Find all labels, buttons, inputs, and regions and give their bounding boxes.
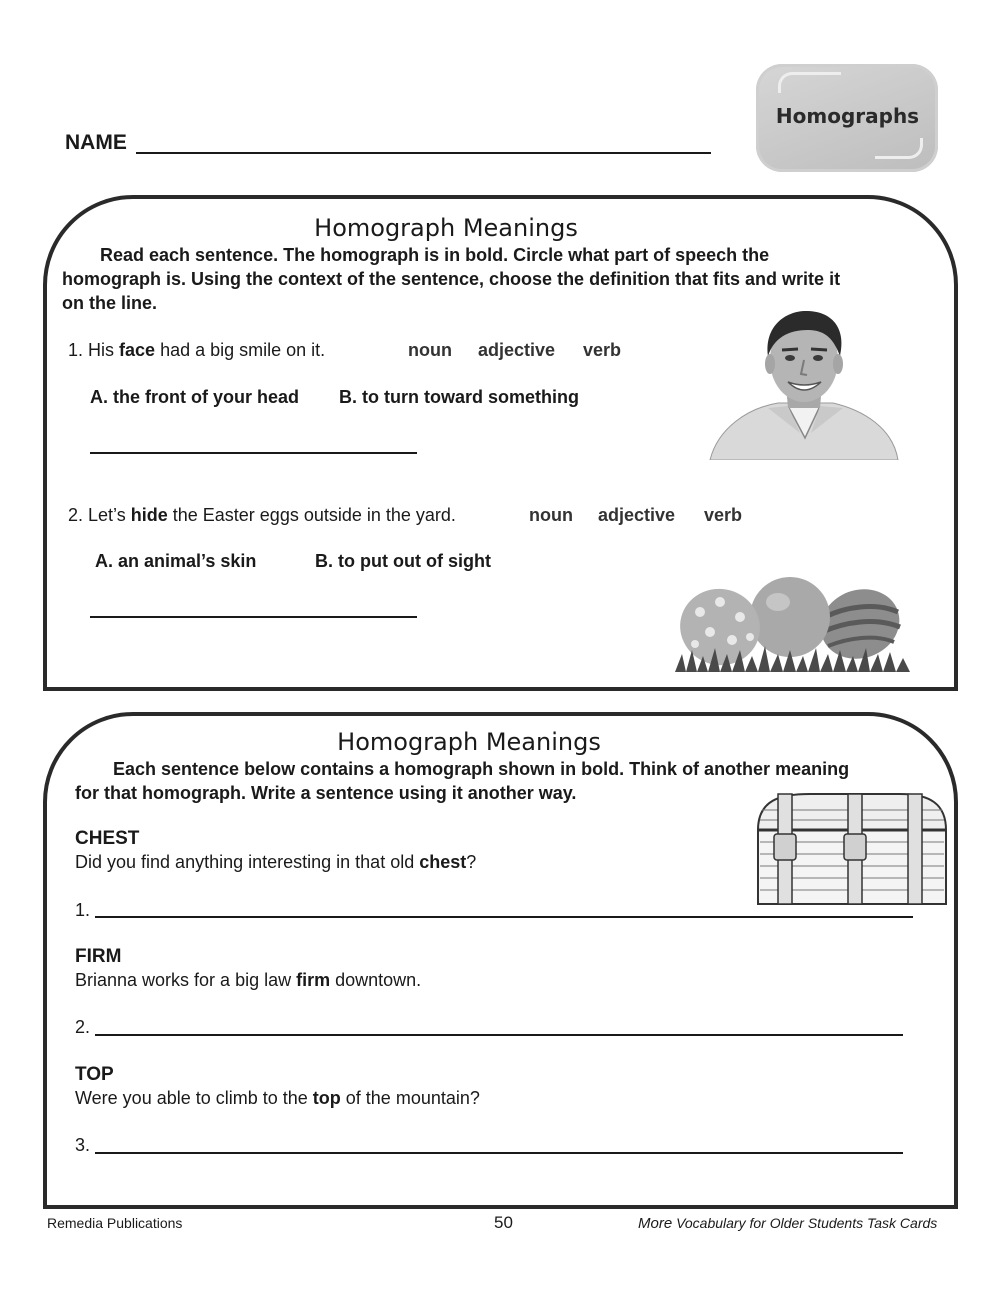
answer-number: 2. <box>75 1017 91 1037</box>
topic-tab-label: Homographs <box>775 104 920 128</box>
answer-line[interactable] <box>95 1152 903 1154</box>
example-sentence <box>75 1088 480 1109</box>
card-2-instructions: for that homograph. Write a sentence using it another way. <box>75 783 577 803</box>
card-1-instructions: Read each sentence. The homograph is in bold. Circle what part of speech the <box>100 245 770 265</box>
footer-title-rest: Vocabulary for Older Students Task Cards <box>672 1215 938 1231</box>
definition-a: A. the front of your head <box>90 387 299 407</box>
sentence-text: ? <box>466 852 477 872</box>
footer-title-emphasis: More <box>638 1215 673 1232</box>
homograph-heading: FIRM <box>75 946 122 967</box>
pos-noun[interactable]: noun <box>529 505 573 525</box>
answer-line[interactable] <box>95 1034 903 1036</box>
question-text-before: His <box>88 340 120 360</box>
definition-a: A. an animal’s skin <box>95 551 257 571</box>
treasure-chest-picture <box>750 790 950 910</box>
answer-line[interactable] <box>90 616 417 618</box>
question-number: 2. <box>68 505 84 525</box>
pos-adjective[interactable]: adjective <box>478 340 556 360</box>
sentence-text: Brianna works for a big law <box>75 970 297 990</box>
pos-verb[interactable]: verb <box>583 340 622 360</box>
sentence-text: downtown. <box>330 970 422 990</box>
card-1-title: Homograph Meanings <box>314 214 578 242</box>
answer-line[interactable] <box>90 452 417 454</box>
homograph-word: hide <box>130 505 168 525</box>
question-text-after: the Easter eggs outside in the yard. <box>167 505 456 525</box>
homograph-heading: TOP <box>75 1064 114 1085</box>
sentence-text: Were you able to climb to the <box>75 1088 313 1108</box>
example-sentence <box>75 970 421 991</box>
card-2-instructions: Each sentence below contains a homograph shown in bold. Think of another meaning <box>113 759 850 779</box>
homograph-word: firm <box>296 970 331 990</box>
question-text-after: had a big smile on it. <box>155 340 326 360</box>
question-text-before: Let’s <box>88 505 131 525</box>
footer-book-title <box>638 1215 937 1232</box>
name-label: NAME <box>65 131 127 154</box>
question-2 <box>68 505 456 526</box>
footer-publisher: Remedia Publications <box>47 1215 183 1231</box>
pos-adjective[interactable]: adjective <box>598 505 676 525</box>
homograph-word: face <box>119 340 156 360</box>
question-number: 1. <box>68 340 84 360</box>
homograph-word: top <box>312 1088 341 1108</box>
tab-highlight <box>778 72 841 93</box>
card-1-instructions: on the line. <box>62 293 158 313</box>
smiling-man-photo <box>708 308 900 460</box>
name-line[interactable] <box>136 152 711 154</box>
sentence-text: of the mountain? <box>340 1088 480 1108</box>
homograph-word: chest <box>419 852 467 872</box>
answer-number: 3. <box>75 1135 91 1155</box>
card-2-title: Homograph Meanings <box>337 728 601 756</box>
question-1 <box>68 340 325 361</box>
card-1-instructions: homograph is. Using the context of the sentence, choose the definition that fits and write it <box>62 269 841 289</box>
example-sentence <box>75 852 476 873</box>
pos-verb[interactable]: verb <box>704 505 743 525</box>
definition-b: B. to turn toward something <box>339 387 579 407</box>
answer-number: 1. <box>75 900 91 920</box>
pos-noun[interactable]: noun <box>408 340 452 360</box>
tab-highlight <box>875 138 923 159</box>
definition-b: B. to put out of sight <box>315 551 491 571</box>
sentence-text: Did you find anything interesting in that old <box>75 852 420 872</box>
answer-line[interactable] <box>95 916 913 918</box>
easter-eggs-picture <box>670 572 915 677</box>
homograph-heading: CHEST <box>75 828 140 849</box>
page-number: 50 <box>494 1213 513 1232</box>
